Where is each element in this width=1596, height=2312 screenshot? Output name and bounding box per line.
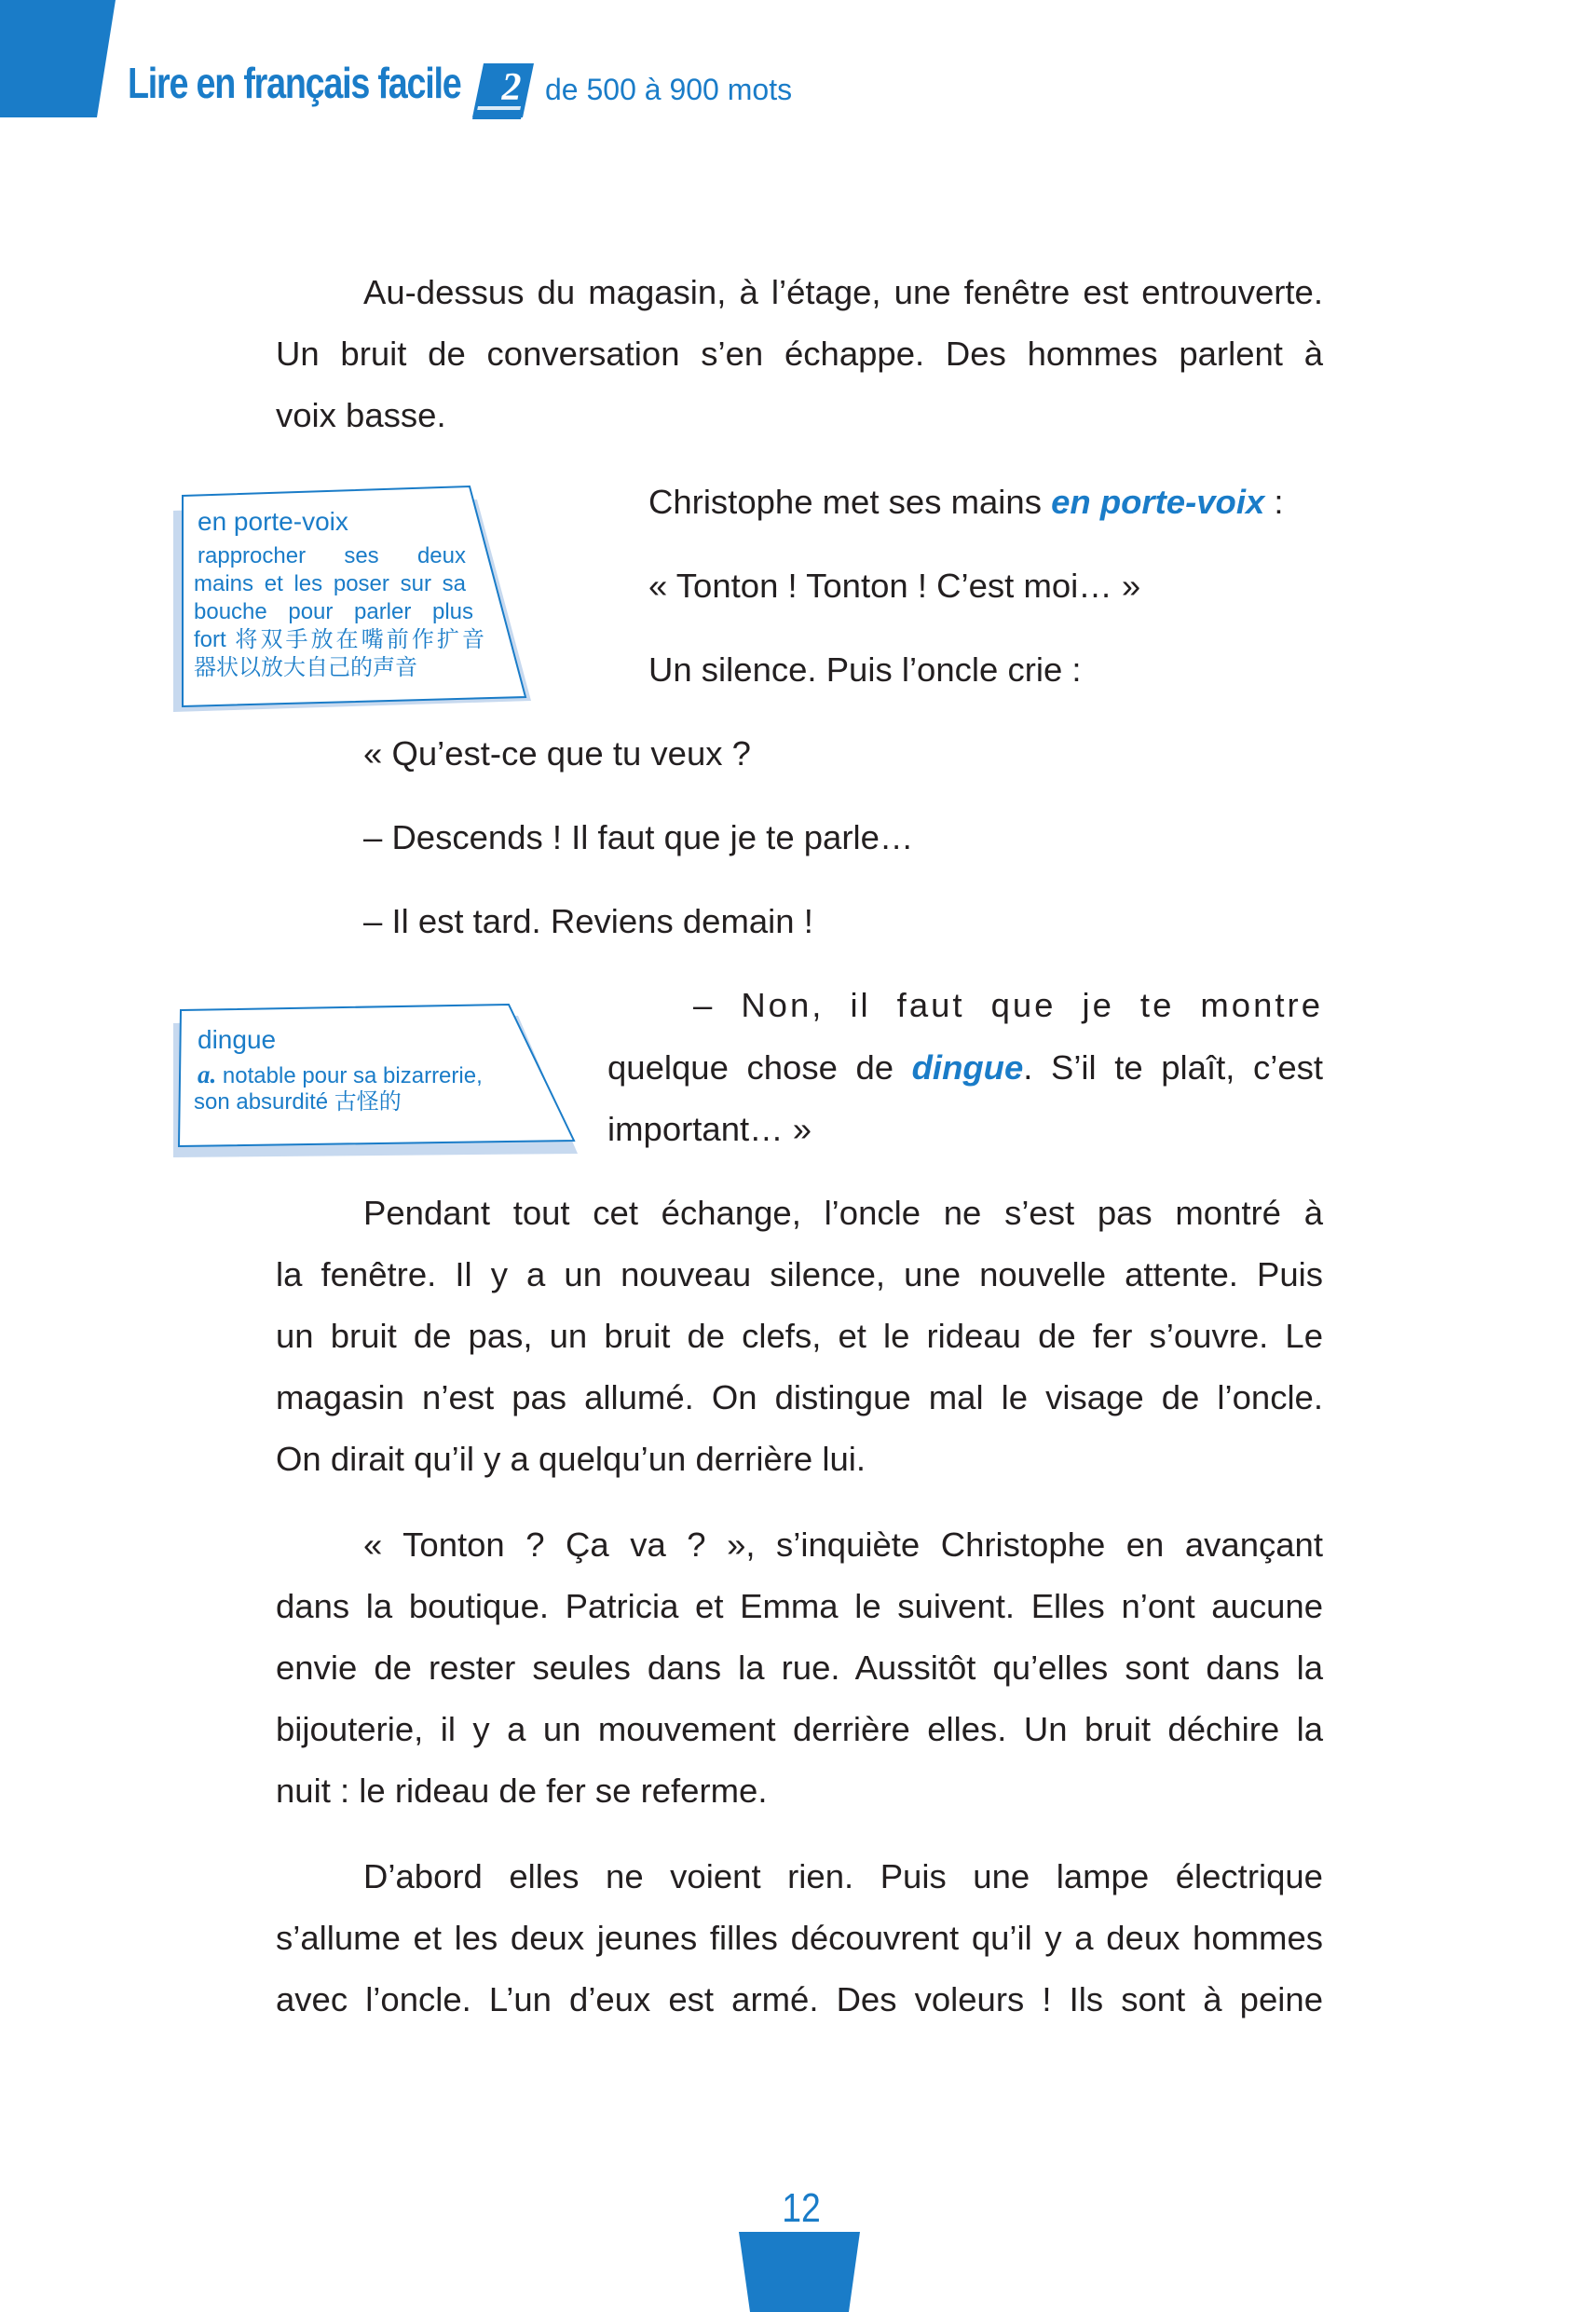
- gloss-box-dingue: [166, 1003, 585, 1161]
- paragraph-line: Pendant tout cet échange, l’oncle ne s’est pas montré à: [363, 1194, 1323, 1232]
- corner-tab: [0, 0, 121, 121]
- paragraph-line: la fenêtre. Il y a un nouveau silence, une nouvelle attente. Puis: [276, 1255, 1323, 1293]
- dialogue-line: « Tonton ! Tonton ! C’est moi… »: [648, 567, 1141, 605]
- paragraph-line: s’allume et les deux jeunes filles découvrent qu’il y a deux hommes: [276, 1919, 1323, 1957]
- paragraph-line: D’abord elles ne voient rien. Puis une lampe électrique: [363, 1857, 1323, 1895]
- series-title: Lire en français facile: [128, 59, 461, 107]
- paragraph-line: nuit : le rideau de fer se referme.: [276, 1772, 768, 1810]
- gloss-definition-line: mains et les poser sur sa: [194, 571, 466, 596]
- gloss-definition-line: son absurdité 古怪的: [194, 1089, 402, 1115]
- gloss-term: dingue: [198, 1025, 277, 1054]
- paragraph-line: avec l’oncle. L’un d’eux est armé. Des voleurs ! Ils sont à peine: [276, 1980, 1323, 2018]
- paragraph-line: Un silence. Puis l’oncle crie :: [648, 650, 1082, 689]
- gloss-term: en porte-voix: [198, 507, 348, 536]
- paragraph-line: On dirait qu’il y a quelqu’un derrière lui.: [276, 1440, 866, 1478]
- paragraph-line: « Tonton ? Ça va ? », s’inquiète Christophe en avançant: [363, 1525, 1323, 1564]
- paragraph-line: envie de rester seules dans la rue. Aussitôt qu’elles sont dans la: [276, 1648, 1323, 1687]
- paragraph-line: Au-dessus du magasin, à l’étage, une fenêtre est entrouverte.: [363, 273, 1323, 311]
- dialogue-line: – Descends ! Il faut que je te parle…: [363, 818, 914, 856]
- gloss-definition-line: bouche pour parler plus: [194, 599, 473, 624]
- paragraph-line: bijouterie, il y a un mouvement derrière elles. Un bruit déchire la: [276, 1710, 1323, 1748]
- paragraph-line: un bruit de pas, un bruit de clefs, et le rideau de fer s’ouvre. Le: [276, 1317, 1323, 1355]
- paragraph-line: Un bruit de conversation s’en échappe. Des hommes parlent à: [276, 335, 1323, 373]
- paragraph-line: dans la boutique. Patricia et Emma le suivent. Elles n’ont aucune: [276, 1587, 1323, 1625]
- dialogue-line: – Non, il faut que je te montre: [693, 986, 1323, 1024]
- bottom-tab: [739, 2232, 860, 2312]
- dialogue-line: important… »: [607, 1110, 812, 1148]
- gloss-definition-line: a. notable pour sa bizarrerie,: [198, 1060, 483, 1088]
- paragraph-line: voix basse.: [276, 396, 446, 434]
- level-range: de 500 à 900 mots: [545, 73, 793, 106]
- paragraph-line: Christophe met ses mains en porte-voix :: [648, 483, 1284, 521]
- gloss-definition-line: fort 将双手放在嘴前作扩音: [194, 627, 484, 652]
- gloss-definition-line: 器状以放大自己的声音: [194, 655, 417, 680]
- dialogue-line: – Il est tard. Reviens demain !: [363, 902, 813, 940]
- paragraph-line: magasin n’est pas allumé. On distingue mal le visage de l’oncle.: [276, 1378, 1323, 1416]
- level-number: 2: [501, 66, 522, 109]
- keyword-en-porte-voix: en porte-voix: [1051, 483, 1265, 521]
- page-number: 12: [782, 2185, 821, 2231]
- gloss-definition-line: rapprocher ses deux: [198, 543, 466, 568]
- keyword-dingue: dingue: [911, 1048, 1024, 1087]
- dialogue-line: « Qu’est-ce que tu veux ?: [363, 734, 751, 773]
- gloss-box-en-porte-voix: [166, 485, 539, 718]
- dialogue-line: quelque chose de dingue. S’il te plaît, c’est: [607, 1048, 1324, 1087]
- part-of-speech: a.: [198, 1060, 217, 1088]
